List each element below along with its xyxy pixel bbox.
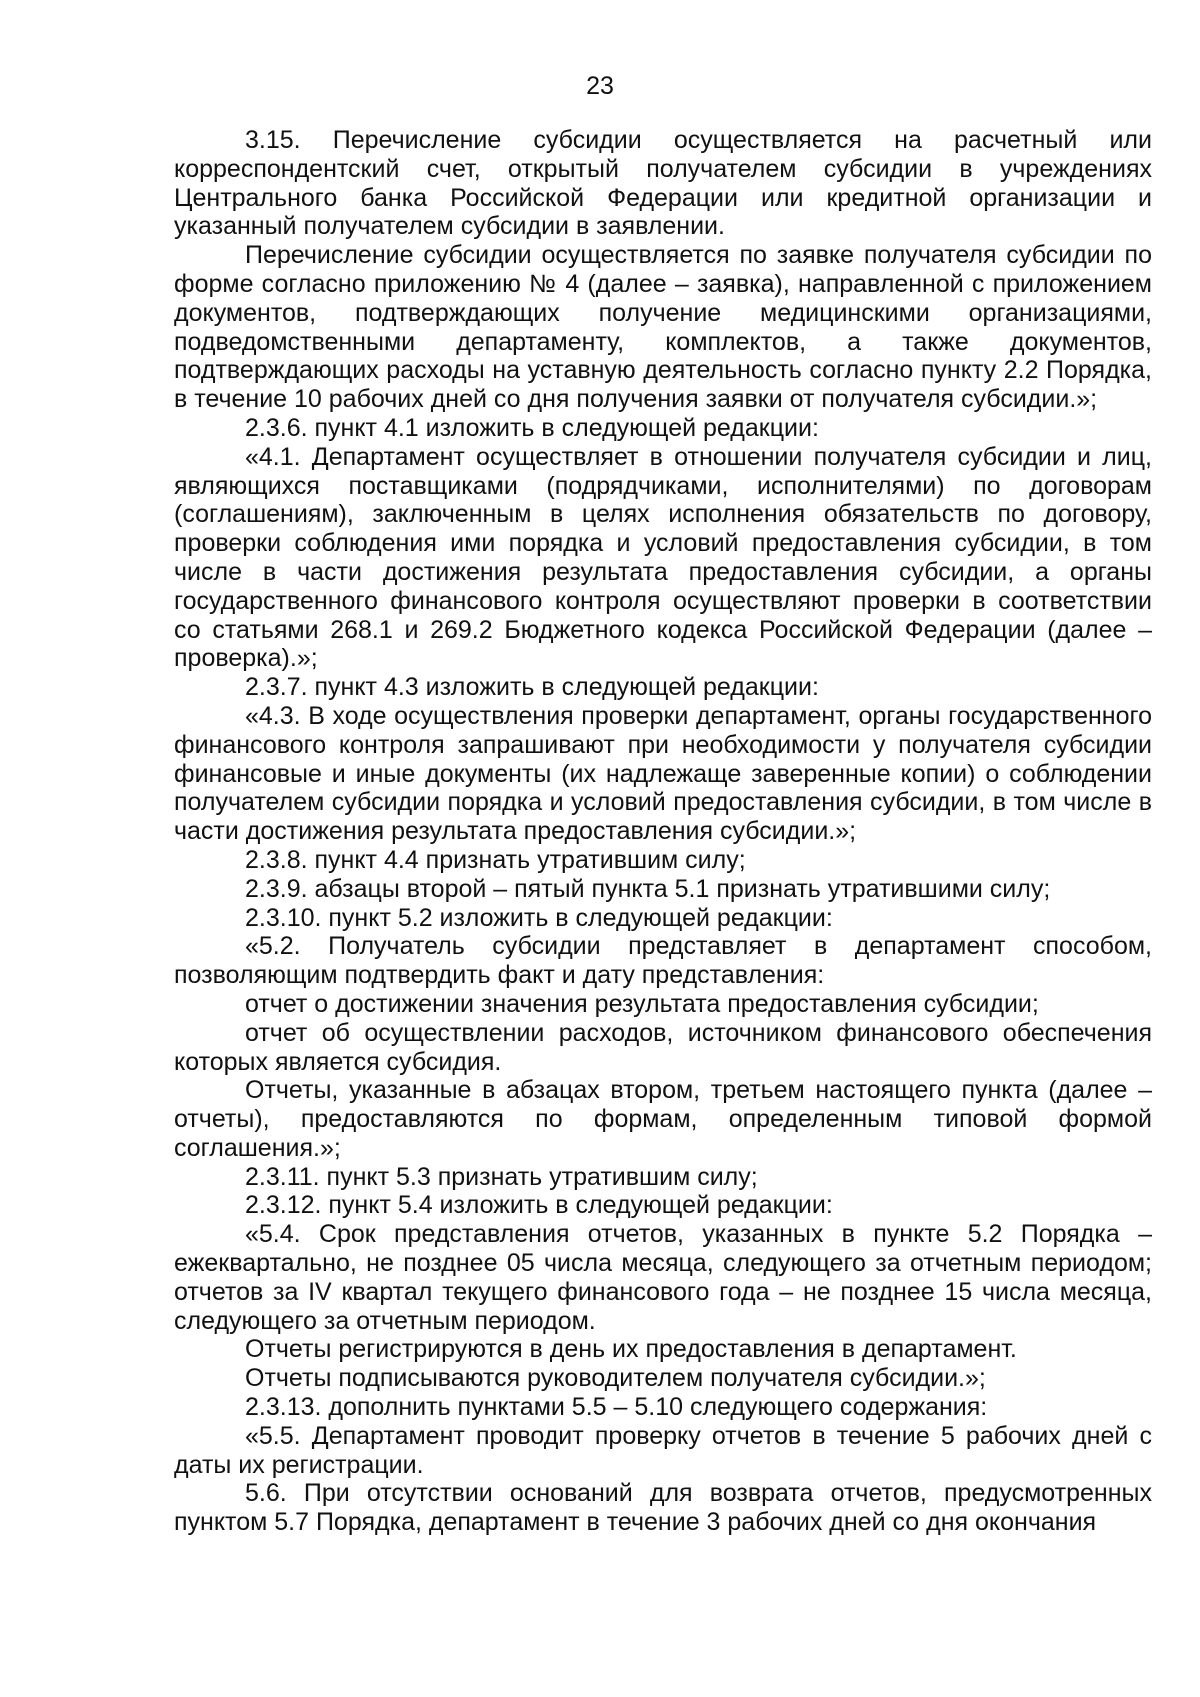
paragraph: «4.1. Департамент осуществляет в отношении получателя субсидии и лиц, являющихся поставщиками (подрядчиками, исполнителями) по договорам (соглашениям), заключенным в целях исполнения обязательств по договору, проверки соблюдения ими порядка и условий предоставления субсидии, в том числе в части достижения результата предоставления субсидии, а органы государственного финансового контроля осуществляют проверки в соответствии со статьями 268.1 и 269.2 Бюджетного кодекса Российской Федерации (далее – проверка).»; [174, 442, 1152, 673]
page-number: 23 [586, 72, 614, 100]
document-body [174, 126, 1152, 1537]
paragraph: «4.3. В ходе осуществления проверки департамент, органы государственного финансового контроля запрашивают при необходимости у получателя субсидии финансовые и иные документы (их надлежаще заверенные копии) о соблюдении получателем субсидии порядка и условий предоставления субсидии, в том числе в части достижения результата предоставления субсидии.»; [174, 701, 1152, 846]
paragraph: Перечисление субсидии осуществляется по заявке получателя субсидии по форме согласно приложению № 4 (далее – заявка), направленной с приложением документов, подтверждающих получение медицинскими организациями, подведомственными департаменту, комплектов, а также документов, подтверждающих расходы на уставную деятельность согласно пункту 2.2 Порядка, в течение 10 рабочих дней со дня получения заявки от получателя субсидии.»; [174, 241, 1152, 414]
paragraph: «5.4. Срок представления отчетов, указанных в пункте 5.2 Порядка – ежеквартально, не позднее 05 числа месяца, следующего за отчетным периодом; отчетов за IV квартал текущего финансового года – не позднее 15 числа месяца, следующего за отчетным периодом. [174, 1220, 1152, 1335]
paragraph: «5.5. Департамент проводит проверку отчетов в течение 5 рабочих дней с даты их регистрации. [174, 1421, 1152, 1479]
paragraph: «5.2. Получатель субсидии представляет в департамент способом, позволяющим подтвердить факт и дату представления: [174, 932, 1152, 990]
paragraph: 5.6. При отсутствии оснований для возврата отчетов, предусмотренных пунктом 5.7 Порядка, департамент в течение 3 рабочих дней со дня окончания [174, 1479, 1152, 1537]
paragraph: 2.3.8. пункт 4.4 признать утратившим силу; [245, 845, 746, 874]
paragraph: 2.3.7. пункт 4.3 изложить в следующей редакции: [245, 673, 819, 702]
paragraph: 2.3.11. пункт 5.3 признать утратившим силу; [245, 1162, 758, 1191]
paragraph: отчет о достижении значения результата предоставления субсидии; [245, 989, 1039, 1018]
paragraph: 3.15. Перечисление субсидии осуществляется на расчетный или корреспондентский счет, открытый получателем субсидии в учреждениях Центрального банка Российской Федерации или кредитной организации и указанный получателем субсидии в заявлении. [174, 126, 1152, 241]
paragraph: 2.3.12. пункт 5.4 изложить в следующей редакции: [245, 1191, 833, 1220]
paragraph: 2.3.9. абзацы второй – пятый пункта 5.1 признать утратившими силу; [245, 874, 1051, 903]
paragraph: Отчеты регистрируются в день их предоставления в департамент. [245, 1335, 1017, 1364]
paragraph: Отчеты подписываются руководителем получателя субсидии.»; [245, 1364, 986, 1393]
paragraph: Отчеты, указанные в абзацах втором, третьем настоящего пункта (далее – отчеты), предоставляются по формам, определенным типовой формой соглашения.»; [174, 1076, 1152, 1162]
paragraph: 2.3.10. пункт 5.2 изложить в следующей редакции: [245, 903, 833, 932]
paragraph: отчет об осуществлении расходов, источником финансового обеспечения которых является субсидия. [174, 1018, 1152, 1076]
paragraph: 2.3.13. дополнить пунктами 5.5 – 5.10 следующего содержания: [245, 1393, 988, 1422]
paragraph: 2.3.6. пункт 4.1 изложить в следующей редакции: [245, 413, 819, 442]
